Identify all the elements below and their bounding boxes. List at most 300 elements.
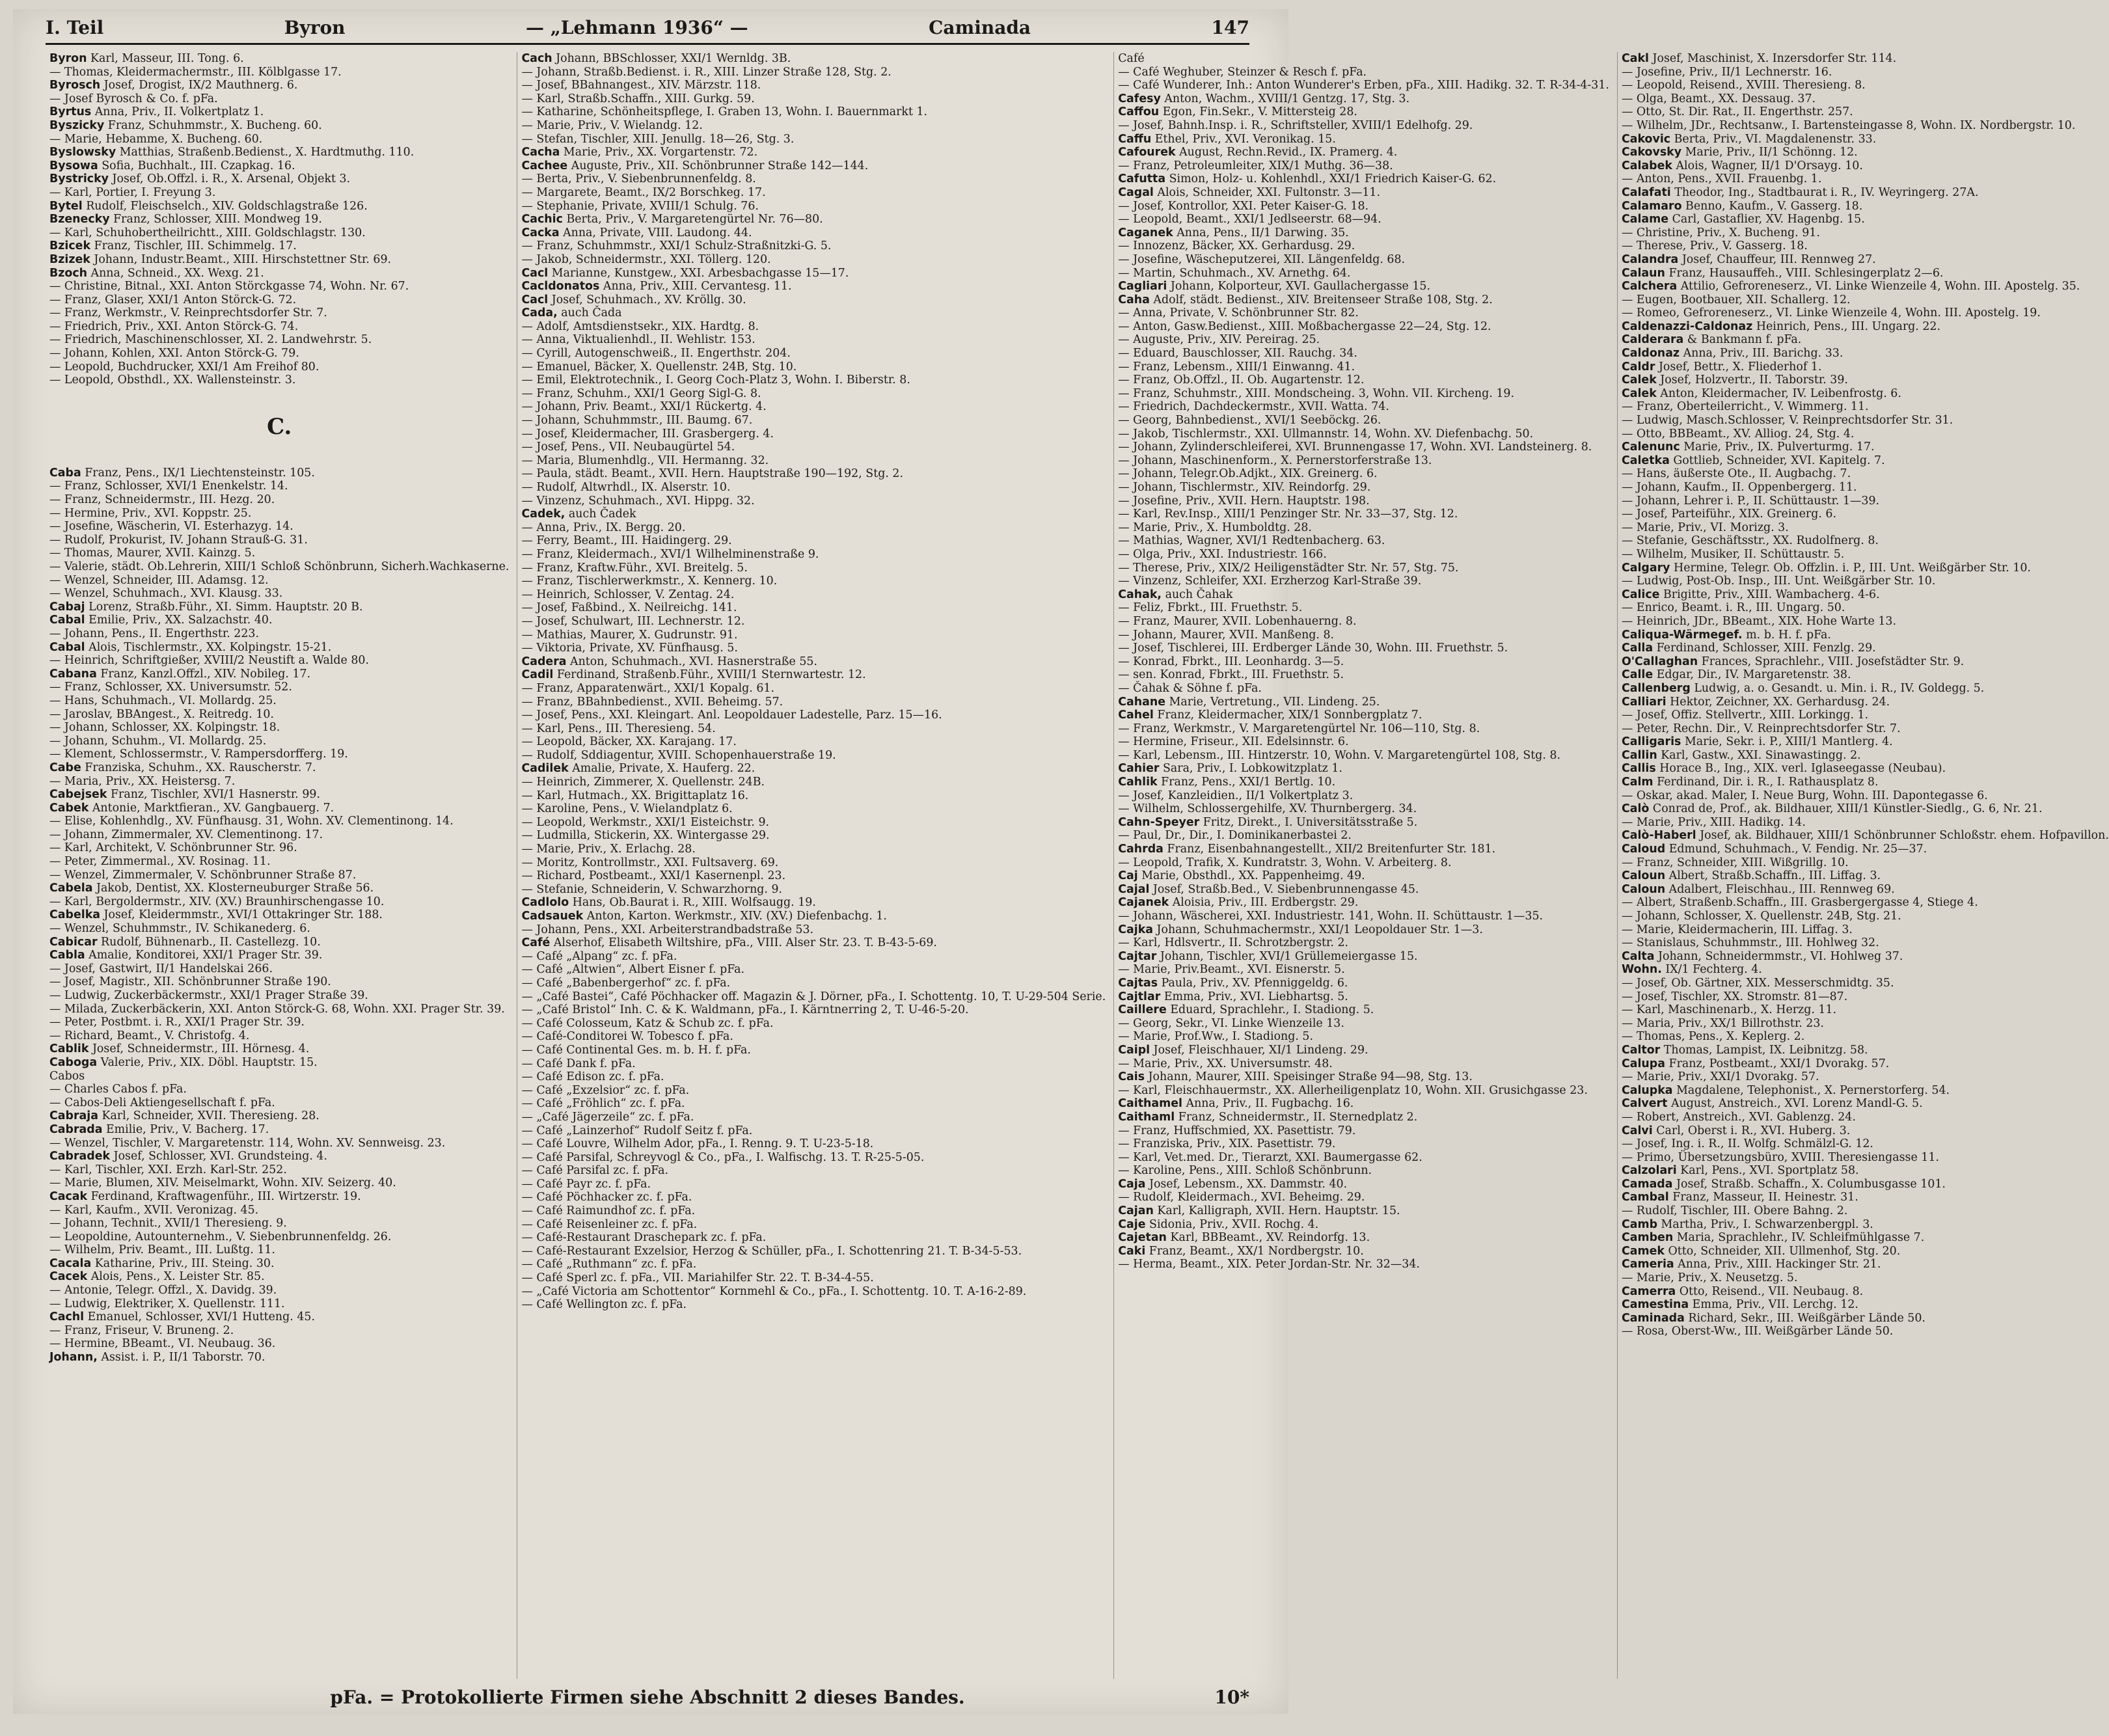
entry-surname: Caloun	[1621, 869, 1666, 883]
directory-entry: Caletka Gottlieb, Schneider, XVI. Kapitelg. 7.	[1621, 454, 1885, 467]
directory-entry: — Maria, Blumenhdlg., VII. Hermanng. 32.	[521, 454, 769, 467]
entry-surname: Caje	[1118, 1217, 1146, 1231]
directory-entry: Café	[1118, 52, 1145, 65]
directory-entry: — Franz, Maurer, XVII. Lobenhauerng. 8.	[1118, 614, 1357, 628]
directory-entry: — Konrad, Fbrkt., III. Leonhardg. 3—5.	[1118, 655, 1344, 668]
entry-surname: Calafati	[1621, 185, 1671, 199]
directory-entry: — Karl, Maschinenarb., X. Herzg. 11.	[1621, 1003, 1837, 1017]
directory-entry: Camben Maria, Sprachlehr., IV. Schleifmühlgasse 7.	[1621, 1231, 1925, 1245]
directory-entry: — Café-Restaurant Exzelsior, Herzog & Schüller, pFa., I. Schottenring 21. T. B-34-5-53.	[521, 1244, 1022, 1258]
directory-entry: — Café Pöchhacker zc. f. pFa.	[521, 1191, 692, 1204]
entry-surname: Cacak	[49, 1189, 88, 1203]
entry-surname: Cadilek	[521, 762, 569, 776]
directory-entry: — Herma, Beamt., XIX. Peter Jordan-Str. Nr. 32—34.	[1118, 1258, 1420, 1271]
directory-entry: — Karl, Lebensm., III. Hintzerstr. 10, Wohn. V. Margaretengürtel 108, Stg. 8.	[1118, 748, 1561, 762]
directory-entry: Caldonaz Anna, Priv., III. Barichg. 33.	[1621, 347, 1844, 360]
entry-surname: Bysowa	[49, 159, 98, 172]
directory-entry: — Café „Exzelsior“ zc. f. pFa.	[521, 1083, 690, 1097]
directory-entry: Cadilek Amalie, Private, X. Hauferg. 22.	[521, 762, 755, 776]
entry-surname: Cajka	[1118, 923, 1154, 936]
directory-entry: Caja Josef, Lebensm., XX. Dammstr. 40.	[1118, 1177, 1348, 1191]
directory-entry: Cachee Auguste, Priv., XII. Schönbrunner Straße 142—144.	[521, 159, 869, 172]
directory-entry: Cacka Anna, Private, VIII. Laudong. 44.	[521, 226, 752, 239]
directory-entry: Caha Adolf, städt. Bedienst., XIV. Breitenseer Straße 108, Stg. 2.	[1118, 293, 1493, 306]
directory-entry: Cajal Josef, Straßb.Bed., V. Siebenbrunnengasse 45.	[1118, 882, 1419, 896]
directory-entry: Calligaris Marie, Sekr. i. P., XIII/1 Mantlerg. 4.	[1621, 735, 1893, 749]
directory-entry: — Café „Alpang“ zc. f. pFa.	[521, 949, 677, 963]
directory-entry: Caithamel Anna, Priv., II. Fugbachg. 16.	[1118, 1097, 1354, 1111]
directory-entry: Cabejsek Franz, Tischler, XVI/1 Hasnerstr. 99.	[49, 788, 321, 802]
directory-entry: Cajtlar Emma, Priv., XVI. Liebhartsg. 5.	[1118, 990, 1348, 1003]
directory-entry: — Stefanie, Geschäftsstr., XX. Rudolfnerg. 8.	[1621, 534, 1879, 548]
directory-entry: Cabradek Josef, Schlosser, XVI. Grundsteing. 4.	[49, 1150, 327, 1163]
directory-entry: — Stefan, Tischler, XIII. Jenullg. 18—26, Stg. 3.	[521, 132, 795, 146]
directory-entry: Cachl Emanuel, Schlosser, XVI/1 Hutteng. 45.	[49, 1310, 315, 1324]
directory-entry: Calderara & Bankmann f. pFa.	[1621, 333, 1802, 347]
entry-surname: Cabana	[49, 667, 97, 681]
directory-entry: Cabek Antonie, Marktfieran., XV. Gangbauerg. 7.	[49, 801, 334, 815]
directory-entry: — Café Payr zc. f. pFa.	[521, 1177, 651, 1191]
directory-entry: — Karl, Hutmach., XX. Brigittaplatz 16.	[521, 789, 749, 802]
entry-surname: Byrtus	[49, 105, 92, 119]
directory-entry: Cada, auch Čada	[521, 306, 622, 320]
entry-surname: Bzenecky	[49, 213, 110, 226]
directory-entry: Calta Johann, Schneidermmstr., VI. Hohlweg 37.	[1621, 949, 1903, 963]
directory-entry: — Johann, Zylinderschleiferei, XVI. Brunnengasse 17, Wohn. XVI. Landsteinerg. 8.	[1118, 441, 1592, 454]
directory-entry: — Peter, Zimmermal., XV. Rosinag. 11.	[49, 855, 271, 869]
entry-surname: Caboga	[49, 1055, 98, 1069]
directory-entry: Bystricky Josef, Ob.Offzl. i. R., X. Arsenal, Objekt 3.	[49, 172, 351, 186]
directory-entry: — Romeo, Gefroreneserz., VI. Linke Wienzeile 4, Wohn. III. Apostelg. 19.	[1621, 306, 2041, 320]
directory-entry: — Josef, Kanzleidien., II/1 Volkertplatz 3.	[1118, 789, 1354, 802]
entry-surname: Calderara	[1621, 333, 1684, 347]
directory-entry: Cadlolo Hans, Ob.Baurat i. R., XIII. Wolfsaugg. 19.	[521, 896, 816, 910]
directory-entry: — Cabos-Deli Aktiengesellschaft f. pFa.	[49, 1096, 275, 1109]
page-header	[46, 13, 1249, 42]
entry-surname: Calandra	[1621, 252, 1679, 266]
directory-entry: Callenberg Ludwig, a. o. Gesandt. u. Min. i. R., IV. Goldegg. 5.	[1621, 681, 1985, 695]
directory-entry: Bysowa Sofia, Buchhalt., III. Czapkag. 16.	[49, 159, 295, 172]
directory-entry: — Thomas, Pens., X. Keplerg. 2.	[1621, 1030, 1805, 1044]
directory-entry: — Anna, Viktualienhdl., II. Wehlistr. 153.	[521, 333, 755, 347]
entry-surname: Cacala	[49, 1256, 92, 1270]
entry-surname: Cais	[1118, 1070, 1145, 1084]
directory-entry: — Peter, Postbmt. i. R., XXI/1 Prager Str. 39.	[49, 1016, 305, 1029]
entry-surname: Cabal	[49, 614, 85, 627]
entry-surname: Cadek,	[521, 508, 565, 521]
directory-entry: — Čahak & Söhne f. pFa.	[1118, 681, 1262, 695]
directory-entry: — Johann, Tischlermstr., XIV. Reindorfg. 29.	[1118, 481, 1371, 494]
directory-entry: Calchera Attilio, Gefroreneserz., VI. Linke Wienzeile 4, Wohn. III. Apostelg. 35.	[1621, 280, 2080, 293]
directory-entry: Cagliari Johann, Kolporteur, XVI. Gaullachergasse 15.	[1118, 280, 1431, 293]
directory-entry: — Friedrich, Dachdeckermstr., XVII. Watta. 74.	[1118, 400, 1389, 414]
entry-surname: Cach	[521, 52, 552, 65]
directory-entry: — Karl, Rev.Insp., XIII/1 Penzinger Str. Nr. 33—37, Stg. 12.	[1118, 508, 1458, 521]
directory-entry: — Hermine, Priv., XVI. Koppstr. 25.	[49, 506, 252, 520]
directory-entry: — Franz, Apparatenwärt., XXI/1 Kopalg. 61.	[521, 681, 775, 695]
directory-entry: — „Café Jägerzeile“ zc. f. pFa.	[521, 1110, 694, 1124]
directory-entry: — Stefanie, Schneiderin, V. Schwarzhorng. 9.	[521, 882, 783, 896]
directory-entry: Calò-Haberl Josef, ak. Bildhauer, XIII/1 Schönbrunner Schloßstr. ehem. Hofpavillon.	[1621, 829, 2109, 843]
directory-entry: — Franz, Schlosser, XX. Universumstr. 52.	[49, 681, 292, 694]
directory-entry: — Franz, Lebensm., XIII/1 Einwanng. 41.	[1118, 360, 1355, 373]
directory-entry: Cahane Marie, Vertretung., VII. Lindeng. 25.	[1118, 695, 1380, 709]
directory-entry: — Johann, Kaufm., II. Oppenbergerg. 11.	[1621, 481, 1857, 494]
directory-entry: Camestina Emma, Priv., VII. Lerchg. 12.	[1621, 1298, 1858, 1312]
directory-entry: Cadek, auch Čadek	[521, 508, 636, 521]
entry-surname: Cajal	[1118, 882, 1150, 896]
directory-entry: Cabrada Emilie, Priv., V. Bacherg. 17.	[49, 1122, 269, 1136]
directory-entry: Caillere Eduard, Sprachlehr., I. Stadiong. 5.	[1118, 1003, 1374, 1017]
footer-signature: 10*	[1214, 1686, 1249, 1708]
directory-entry: — Leopold, Buchdrucker, XXI/1 Am Freihof 80.	[49, 360, 320, 373]
directory-entry: — Franz, Werkmstr., V. Margaretengürtel Nr. 106—110, Stg. 8.	[1118, 722, 1480, 735]
entry-surname: Cada,	[521, 306, 558, 320]
directory-entry: — Richard, Beamt., V. Christofg. 4.	[49, 1029, 250, 1042]
entry-surname: Caldr	[1621, 360, 1655, 373]
directory-entry: Cafesy Anton, Wachm., XVIII/1 Gentzg. 17, Stg. 3.	[1118, 92, 1410, 105]
directory-entry: Calenunc Marie, Priv., IX. Pulverturmg. 17.	[1621, 441, 1875, 454]
directory-entry: Calupka Magdalene, Telephonist., X. Pernerstorferg. 54.	[1621, 1083, 1950, 1097]
directory-entry: — Franz, Kleidermach., XVI/1 Wilhelminenstraße 9.	[521, 547, 819, 561]
directory-columns	[49, 52, 2109, 1679]
directory-entry: — Franz, Kraftw.Führ., XVI. Breitelg. 5.	[521, 561, 748, 575]
entry-surname: Cajetan	[1118, 1231, 1167, 1245]
entry-surname: Cajan	[1118, 1204, 1154, 1218]
directory-entry: — Rudolf, Sddiagentur, XVIII. Schopenhauerstraße 19.	[521, 748, 836, 762]
directory-entry: — Café Dank f. pFa.	[521, 1057, 636, 1070]
directory-entry: — Josef, Tischlerei, III. Erdberger Lände 30, Wohn. III. Fruethstr. 5.	[1118, 642, 1508, 655]
directory-entry: Cameria Anna, Priv., XIII. Hackinger Str. 21.	[1621, 1258, 1881, 1271]
directory-entry: Calice Brigitte, Priv., XIII. Wambacherg. 4-6.	[1621, 588, 1880, 601]
entry-surname: Caltor	[1621, 1043, 1661, 1057]
directory-entry: Bzoch Anna, Schneid., XX. Wexg. 21.	[49, 266, 264, 280]
directory-entry: — „Café Bristol“ Inh. C. & K. Waldmann, pFa., I. Kärntnerring 2, T. U-46-5-20.	[521, 1003, 969, 1017]
directory-entry: — Otto, St. Dir. Rat., II. Engerthstr. 257.	[1621, 105, 1853, 119]
directory-entry: — Café Edison zc. f. pFa.	[521, 1070, 664, 1084]
entry-surname: Cabaj	[49, 600, 85, 614]
directory-entry: Cabaj Lorenz, Straßb.Führ., XI. Simm. Hauptstr. 20 B.	[49, 600, 363, 614]
directory-entry: — Café „Ruthmann“ zc. f. pFa.	[521, 1258, 697, 1271]
directory-entry: Cadil Ferdinand, Straßenb.Führ., XVIII/1 Sternwartestr. 12.	[521, 668, 866, 682]
entry-surname: Caja	[1118, 1177, 1146, 1191]
directory-entry: Cafourek August, Rechn.Revid., IX. Pramerg. 4.	[1118, 146, 1398, 159]
directory-entry: — Paula, städt. Beamt., XVII. Hern. Hauptstraße 190—192, Stg. 2.	[521, 467, 903, 481]
directory-entry: Bytel Rudolf, Fleischselch., XIV. Goldschlagstraße 126.	[49, 199, 368, 213]
directory-entry: — Franz, Friseur, V. Bruneng. 2.	[49, 1323, 234, 1337]
directory-entry: — Café Colosseum, Katz & Schub zc. f. pFa.	[521, 1016, 774, 1030]
entry-surname: Caganek	[1118, 226, 1173, 239]
directory-entry: Caldenazzi-Caldonaz Heinrich, Pens., III. Ungarg. 22.	[1621, 319, 1941, 333]
entry-surname: Caminada	[1621, 1311, 1685, 1325]
directory-entry: Cajtas Paula, Priv., XV. Pfenniggeldg. 6.	[1118, 976, 1348, 990]
directory-entry: — Café „Fröhlich“ zc. f. pFa.	[521, 1097, 685, 1111]
entry-surname: Caldonaz	[1621, 347, 1680, 360]
entry-surname: Cabek	[49, 801, 89, 815]
footer-note: pFa. = Protokollierte Firmen siehe Abschnitt 2 dieses Bandes.	[330, 1686, 965, 1708]
directory-entry: Caboga Valerie, Priv., XIX. Döbl. Hauptstr. 15.	[49, 1055, 318, 1069]
entry-surname: Cagal	[1118, 185, 1154, 199]
directory-entry: — Café Sperl zc. f. pFa., VII. Mariahilfer Str. 22. T. B-34-4-55.	[521, 1271, 874, 1285]
entry-surname: Cajanek	[1118, 896, 1169, 910]
directory-entry: Cadera Anton, Schuhmach., XVI. Hasnerstraße 55.	[521, 655, 817, 668]
directory-entry: Bzicek Franz, Tischler, III. Schimmelg. 17.	[49, 239, 297, 253]
entry-surname: Cacl	[521, 266, 549, 280]
entry-surname: Cambal	[1621, 1191, 1669, 1204]
directory-entry: — Marie, Priv., X. Erlachg. 28.	[521, 843, 696, 856]
directory-entry: — Johann, Straßb.Bedienst. i. R., XIII. Linzer Straße 128, Stg. 2.	[521, 65, 891, 79]
entry-surname: Camben	[1621, 1231, 1674, 1245]
directory-entry: Cais Johann, Maurer, XIII. Speisinger Straße 94—98, Stg. 13.	[1118, 1070, 1473, 1084]
directory-entry: Calliari Hektor, Zeichner, XX. Gerhardusg. 24.	[1621, 695, 1890, 709]
directory-entry: Cabraja Karl, Schneider, XVII. Theresieng. 28.	[49, 1109, 320, 1123]
directory-entry: Cacl Josef, Schuhmach., XV. Kröllg. 30.	[521, 293, 746, 306]
directory-entry: Calaun Franz, Hausauffeh., VIII. Schlesingerplatz 2—6.	[1621, 266, 1944, 280]
entry-surname: Cahak,	[1118, 588, 1162, 601]
directory-entry: — Karoline, Pens., V. Wielandplatz 6.	[521, 802, 733, 816]
directory-entry: Calabek Alois, Wagner, II/1 D'Orsayg. 10.	[1621, 159, 1863, 172]
directory-entry: Byrtus Anna, Priv., II. Volkertplatz 1.	[49, 105, 264, 119]
directory-entry: Cacak Ferdinand, Kraftwagenführ., III. Wirtzerstr. 19.	[49, 1189, 361, 1203]
directory-entry: Calek Anton, Kleidermacher, IV. Leibenfrostg. 6.	[1621, 387, 1901, 400]
directory-entry: — Vinzenz, Schleifer, XXI. Erzherzog Karl-Straße 39.	[1118, 575, 1422, 588]
directory-entry: Calò Conrad de, Prof., ak. Bildhauer, XIII/1 Künstler-Siedlg., G. 6, Nr. 21.	[1621, 802, 2043, 816]
entry-surname: Calaun	[1621, 266, 1665, 280]
entry-surname: Cabe	[49, 761, 81, 774]
directory-entry: Caje Sidonia, Priv., XVII. Rochg. 4.	[1118, 1217, 1319, 1231]
directory-entry: — Franz, Oberteilerricht., V. Wimmerg. 11.	[1621, 400, 1869, 414]
entry-surname: Calliari	[1621, 695, 1667, 709]
directory-entry: — Johann, Schlosser, X. Quellenstr. 24B, Stg. 21.	[1621, 910, 1901, 923]
directory-entry: — Johann, Kohlen, XXI. Anton Störck-G. 79.	[49, 347, 299, 360]
entry-surname: Calvert	[1621, 1097, 1668, 1111]
directory-entry: — Johann, Pens., II. Engerthstr. 223.	[49, 627, 260, 640]
directory-entry: — Johann, Lehrer i. P., II. Schüttaustr. 1—39.	[1621, 494, 1880, 508]
entry-surname: Caldenazzi-Caldonaz	[1621, 319, 1753, 333]
directory-entry: — Valerie, städt. Ob.Lehrerin, XIII/1 Schloß Schönbrunn, Sicherh.Wachkaserne.	[49, 560, 510, 573]
entry-surname: Cadsauek	[521, 910, 584, 923]
directory-entry: — Vinzenz, Schuhmach., XVI. Hippg. 32.	[521, 494, 755, 508]
entry-surname: Caillere	[1118, 1003, 1167, 1017]
directory-entry: — Karl, Fleischhauermstr., XX. Allerheiligenplatz 10, Wohn. XII. Grusichgasse 23.	[1118, 1083, 1588, 1097]
directory-entry: Cambal Franz, Masseur, II. Heinestr. 31.	[1621, 1191, 1858, 1204]
directory-entry: — Leopold, Trafik, X. Kundratstr. 3, Wohn. V. Arbeiterg. 8.	[1118, 856, 1452, 869]
directory-entry: — Auguste, Priv., XIV. Pereirag. 25.	[1118, 333, 1320, 347]
directory-entry: — Franz, Tischlerwerkmstr., X. Kennerg. 10.	[521, 575, 778, 588]
directory-entry: Caltor Thomas, Lampist, IX. Leibnitzg. 58.	[1621, 1043, 1868, 1057]
directory-entry: — Hans, äußerste Ote., II. Augbachg. 7.	[1621, 467, 1851, 481]
entry-surname: Calvi	[1621, 1124, 1653, 1137]
directory-entry: — Josef, Magistr., XII. Schönbrunner Straße 190.	[49, 975, 331, 989]
directory-entry: — Josefine, Priv., II/1 Lechnerstr. 16.	[1621, 65, 1832, 79]
directory-entry: Caba Franz, Pens., IX/1 Liechtensteinstr. 105.	[49, 466, 315, 480]
directory-entry: — Josef, Kleidermacher, III. Grasbergerg. 4.	[521, 427, 774, 441]
directory-entry: — Berta, Priv., V. Siebenbrunnenfeldg. 8.	[521, 172, 756, 186]
directory-entry: — Karl, Kaufm., XVII. Veronizag. 45.	[49, 1203, 259, 1217]
column-4	[1617, 52, 2109, 1679]
directory-entry: Caminada Richard, Sekr., III. Weißgärber Lände 50.	[1621, 1311, 1925, 1325]
directory-entry: Cabelka Josef, Kleidermmstr., XVI/1 Ottakringer Str. 188.	[49, 908, 383, 922]
entry-surname: Bytel	[49, 199, 83, 213]
directory-entry: — Richard, Postbeamt., XXI/1 Kasernenpl. 23.	[521, 869, 786, 883]
directory-entry: Cacha Marie, Priv., XX. Vorgartenstr. 72.	[521, 146, 758, 159]
directory-entry: — Café Wellington zc. f. pFa.	[521, 1298, 687, 1312]
directory-entry: Byszicky Franz, Schuhmmstr., X. Bucheng. 60.	[49, 118, 322, 132]
directory-entry: — Rudolf, Kleidermach., XVI. Beheimg. 29.	[1118, 1191, 1365, 1204]
directory-entry: — Antonie, Telegr. Offzl., X. Davidg. 39.	[49, 1284, 277, 1297]
directory-entry: — Café „Lainzerhof“ Rudolf Seitz f. pFa.	[521, 1124, 753, 1137]
directory-entry: Cach Johann, BBSchlosser, XXI/1 Wernldg. 3B.	[521, 52, 791, 65]
entry-surname: Cadera	[521, 655, 567, 668]
directory-entry: Cabal Emilie, Priv., XX. Salzachstr. 40.	[49, 614, 273, 627]
entry-surname: Cajtlar	[1118, 990, 1161, 1003]
entry-surname: Calupka	[1621, 1083, 1673, 1097]
directory-entry: — Marie, Priv., XX. Universumstr. 48.	[1118, 1057, 1333, 1070]
directory-entry: Byrosch Josef, Drogist, IX/2 Mauthnerg. 6.	[49, 79, 298, 92]
entry-surname: Cajtas	[1118, 976, 1158, 990]
directory-entry: — Mathias, Wagner, XVI/1 Redtenbacherg. 63.	[1118, 534, 1385, 548]
directory-entry: Caj Marie, Obsthdl., XX. Pappenheimg. 49.	[1118, 869, 1365, 883]
directory-entry: — Josef Byrosch & Co. f. pFa.	[49, 92, 218, 105]
directory-entry: — Leopold, Reisend., XVIII. Theresieng. 8.	[1621, 79, 1866, 92]
entry-surname: Calchera	[1621, 280, 1678, 293]
directory-entry: Callin Karl, Gastw., XXI. Sinawastingg. 2.	[1621, 748, 1861, 762]
entry-surname: Calm	[1621, 776, 1653, 789]
entry-surname: Cabela	[49, 882, 93, 895]
directory-entry: — Café-Restaurant Draschepark zc. f. pFa.	[521, 1231, 767, 1245]
header-page-number: 147	[1211, 16, 1249, 38]
directory-entry: — Marie, Hebamme, X. Bucheng. 60.	[49, 132, 263, 146]
directory-entry: — Ludwig, Elektriker, X. Quellenstr. 111.	[49, 1297, 285, 1310]
directory-entry: — Ludwig, Zuckerbäckermstr., XXI/1 Prager Straße 39.	[49, 989, 368, 1002]
directory-entry: — Rosa, Oberst-Ww., III. Weißgärber Lände 50.	[1621, 1325, 1894, 1338]
column-1	[49, 52, 509, 1679]
directory-entry: — Josef, Tischler, XX. Stromstr. 81—87.	[1621, 990, 1848, 1003]
directory-entry: Cabicar Rudolf, Bühnenarb., II. Castellezg. 10.	[49, 935, 321, 949]
entry-surname: Calice	[1621, 588, 1660, 601]
entry-surname: Callis	[1621, 762, 1656, 776]
directory-entry: Camada Josef, Straßb. Schaffn., X. Columbusgasse 101.	[1621, 1177, 1946, 1191]
directory-entry: Caki Franz, Beamt., XX/1 Nordbergstr. 10.	[1118, 1244, 1364, 1258]
directory-entry: — Franz, Schneidermstr., III. Hezg. 20.	[49, 493, 275, 507]
directory-entry: — Marie, Kleidermacherin, III. Liffag. 3.	[1621, 923, 1853, 936]
directory-entry: — Thomas, Kleidermachermstr., III. Kölblgasse 17.	[49, 65, 342, 79]
entry-surname: Cahn-Speyer	[1118, 815, 1200, 829]
entry-surname: Cabraja	[49, 1109, 98, 1123]
directory-entry: Calla Ferdinand, Schlosser, XIII. Fenzlg. 29.	[1621, 642, 1876, 655]
directory-entry: Wohn. IX/1 Fechterg. 4.	[1621, 963, 1762, 977]
entry-surname: Cachee	[521, 159, 568, 172]
directory-entry: Cahn-Speyer Fritz, Direkt., I. Universitätsstraße 5.	[1118, 815, 1418, 829]
directory-entry: Bzenecky Franz, Schlosser, XIII. Mondweg 19.	[49, 213, 322, 226]
directory-entry: — Otto, BBBeamt., XV. Alliog. 24, Stg. 4.	[1621, 427, 1855, 441]
directory-entry: — Maria, Priv., XX/1 Billrothstr. 23.	[1621, 1016, 1824, 1030]
directory-entry: — Karl, Hdlsvertr., II. Schrotzbergstr. 2.	[1118, 936, 1349, 950]
directory-entry: — Heinrich, Zimmerer, X. Quellenstr. 24B.	[521, 776, 765, 789]
directory-entry: — Karl, Vet.med. Dr., Tierarzt, XXI. Baumergasse 62.	[1118, 1150, 1422, 1164]
directory-entry: — Café Parsifal zc. f. pFa.	[521, 1164, 669, 1178]
directory-entry: Cacala Katharine, Priv., III. Steing. 30.	[49, 1256, 275, 1270]
directory-entry: Calame Carl, Gastaflier, XV. Hagenbg. 15.	[1621, 213, 1865, 226]
directory-entry: Cajanek Aloisia, Priv., III. Erdbergstr. 29.	[1118, 896, 1359, 910]
directory-entry: — Leopold, Bäcker, XX. Karajang. 17.	[521, 735, 737, 749]
entry-surname: Cabradek	[49, 1150, 111, 1163]
directory-entry: — Johann, Schlosser, XX. Kolpingstr. 18.	[49, 721, 280, 735]
directory-entry: — Josef, Offiz. Stellvertr., XIII. Lorkingg. 1.	[1621, 709, 1869, 722]
directory-entry: Caffou Egon, Fin.Sekr., V. Mittersteig 28.	[1118, 105, 1357, 119]
directory-entry: Cacldonatos Anna, Priv., XIII. Cervantesg. 11.	[521, 280, 792, 293]
directory-entry: — Marie, Priv.Beamt., XVI. Eisnerstr. 5.	[1118, 963, 1345, 977]
directory-entry: — Heinrich, Schlosser, V. Zentag. 24.	[521, 588, 735, 601]
entry-surname: Cachl	[49, 1310, 85, 1324]
directory-entry: — Viktoria, Private, XV. Fünfhausg. 5.	[521, 642, 738, 655]
directory-entry: — Franz, Schneider, XIII. Wißgrillg. 10.	[1621, 856, 1849, 869]
entry-surname: Bystricky	[49, 172, 109, 186]
directory-entry: Cahak, auch Čahak	[1118, 588, 1233, 601]
directory-entry: — Katharine, Schönheitspflege, I. Graben 13, Wohn. I. Bauernmarkt 1.	[521, 105, 928, 119]
directory-entry: — Franz, Schuhmmstr., XXI/1 Schulz-Straßnitzki-G. 5.	[521, 239, 832, 253]
directory-entry: — Primo, Übersetzungsbüro, XVIII. Theresiengasse 11.	[1621, 1150, 1939, 1164]
directory-entry: — Hans, Schuhmach., VI. Mollardg. 25.	[49, 694, 277, 707]
directory-entry: — Milada, Zuckerbäckerin, XXI. Anton Störck-G. 68, Wohn. XXI. Prager Str. 39.	[49, 1002, 505, 1016]
directory-entry: — Jaroslav, BBAngest., X. Reitredg. 10.	[49, 707, 274, 721]
directory-entry: Byslowsky Matthias, Straßenb.Bedienst., X. Hardtmuthg. 110.	[49, 146, 415, 159]
directory-entry: — Rudolf, Altwrhdl., IX. Alserstr. 10.	[521, 481, 731, 494]
directory-entry: Byron Karl, Masseur, III. Tong. 6.	[49, 52, 244, 65]
entry-surname: Caithamel	[1118, 1097, 1183, 1111]
directory-entry: — Café Raimundhof zc. f. pFa.	[521, 1204, 696, 1218]
directory-entry: Camek Otto, Schneider, XII. Ullmenhof, Stg. 20.	[1621, 1244, 1901, 1258]
entry-surname: Calek	[1621, 387, 1657, 400]
directory-entry: — Café Reisenleiner zc. f. pFa.	[521, 1217, 698, 1231]
header-first-entry: Byron	[284, 16, 346, 38]
entry-surname: Cacha	[521, 146, 560, 159]
directory-entry: — Karl, Portier, I. Freyung 3.	[49, 185, 216, 199]
entry-surname: Wohn.	[1621, 963, 1662, 977]
entry-surname: Calla	[1621, 642, 1653, 655]
directory-entry: — Karl, Bergoldermstr., XIV. (XV.) Braunhirschengasse 10.	[49, 895, 385, 908]
directory-entry: Calgary Hermine, Telegr. Ob. Offzlin. i. P., III. Unt. Weißgärber Str. 10.	[1621, 561, 2031, 575]
directory-entry: — Franz, Schuhm., XXI/1 Georg Sigl-G. 8.	[521, 387, 761, 400]
entry-surname: Camek	[1621, 1244, 1665, 1258]
directory-entry: — Café Continental Ges. m. b. H. f. pFa.	[521, 1043, 751, 1057]
header-last-entry: Caminada	[929, 16, 1031, 38]
directory-entry: — Stanislaus, Schuhmmstr., III. Hohlweg 32.	[1621, 936, 1879, 950]
entry-surname: Camada	[1621, 1177, 1673, 1191]
directory-entry: — Anton, Pens., XVII. Frauenbg. 1.	[1621, 172, 1822, 186]
directory-entry: — Wilhelm, Priv. Beamt., III. Lußtg. 11.	[49, 1243, 275, 1257]
directory-entry: Cafutta Simon, Holz- u. Kohlenhdl., XXI/1 Friedrich Kaiser-G. 62.	[1118, 172, 1497, 186]
directory-entry: — Franz, Petroleumleiter, XIX/1 Muthg. 36—38.	[1118, 159, 1393, 172]
directory-entry: Caffu Ethel, Priv., XVI. Veronikag. 15.	[1118, 132, 1336, 146]
directory-entry: — sen. Konrad, Fbrkt., III. Fruethstr. 5.	[1118, 668, 1344, 682]
directory-entry: — Ferry, Beamt., III. Haidingerg. 29.	[521, 534, 732, 548]
directory-entry: — Ludwig, Masch.Schlosser, V. Reinprechtsdorfer Str. 31.	[1621, 414, 1953, 427]
directory-entry: Cacek Alois, Pens., X. Leister Str. 85.	[49, 1270, 265, 1284]
entry-surname: Caithaml	[1118, 1110, 1175, 1124]
directory-entry: Cabal Alois, Tischlermstr., XX. Kolpingstr. 15-21.	[49, 640, 332, 654]
entry-surname: Caha	[1118, 293, 1150, 306]
entry-surname: Cahlik	[1118, 776, 1158, 789]
directory-entry: — Johann, Schuhmmstr., III. Baumg. 67.	[521, 414, 753, 427]
directory-entry: Café Alserhof, Elisabeth Wiltshire, pFa., VIII. Alser Str. 23. T. B-43-5-69.	[521, 936, 937, 950]
entry-surname: Caloun	[1621, 882, 1666, 896]
directory-entry: — Rudolf, Prokurist, IV. Johann Strauß-G. 31.	[49, 533, 308, 547]
directory-entry: — Christine, Priv., X. Bucheng. 91.	[1621, 226, 1820, 239]
directory-entry: — Café „Babenbergerhof“ zc. f. pFa.	[521, 976, 731, 990]
entry-surname: Calame	[1621, 213, 1669, 226]
directory-entry: — Wenzel, Schuhmmstr., IV. Schikanederg. 6.	[49, 922, 310, 936]
